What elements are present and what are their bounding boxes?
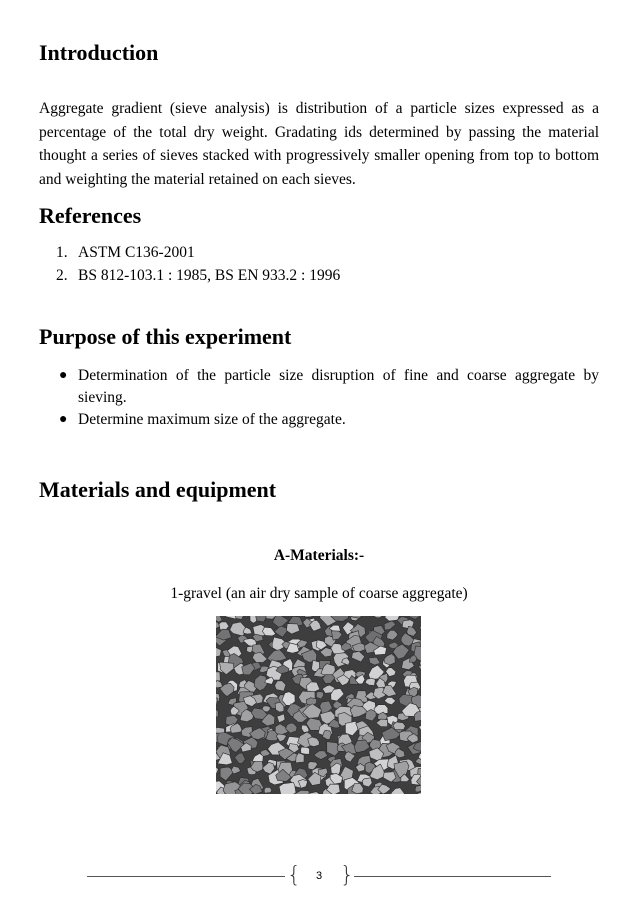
purpose-heading: Purpose of this experiment xyxy=(39,324,292,349)
gravel-photo xyxy=(216,616,421,794)
purpose-list xyxy=(56,365,599,431)
gravel-image xyxy=(216,616,421,794)
page-number: 3 xyxy=(315,870,323,882)
materials-subheading: A-Materials:- xyxy=(273,547,365,564)
references-heading: References xyxy=(39,203,142,228)
references-list xyxy=(56,241,340,287)
reference-item: 2. BS 812-103.1 : 1985, BS EN 933.2 : 1996 xyxy=(56,267,341,284)
footer-bracket-right: } xyxy=(340,863,354,888)
purpose-item: ● Determine maximum size of the aggregate. xyxy=(56,409,599,431)
bullet-icon: ● xyxy=(59,412,68,427)
introduction-heading: Introduction xyxy=(39,40,159,65)
footer-bracket-left: { xyxy=(287,863,301,888)
purpose-item: ● Determination of the particle size disruption of fine and coarse aggregate by sieving. xyxy=(59,367,599,406)
introduction-paragraph: Aggregate gradient (sieve analysis) is distribution of a particle sizes expressed as a percentage of the total dry weight. Gradating ids determined by passing the material thought a series of sieves stacked with progressively smaller opening from top to bottom and weighting the material retained on each sieves. xyxy=(39,100,599,188)
material-item-gravel: 1-gravel (an air dry sample of coarse aggregate) xyxy=(170,585,468,602)
footer-rule-right xyxy=(354,876,551,877)
bullet-icon: ● xyxy=(59,368,68,383)
reference-item: 1. ASTM C136-2001 xyxy=(56,244,195,261)
materials-heading: Materials and equipment xyxy=(39,477,277,502)
